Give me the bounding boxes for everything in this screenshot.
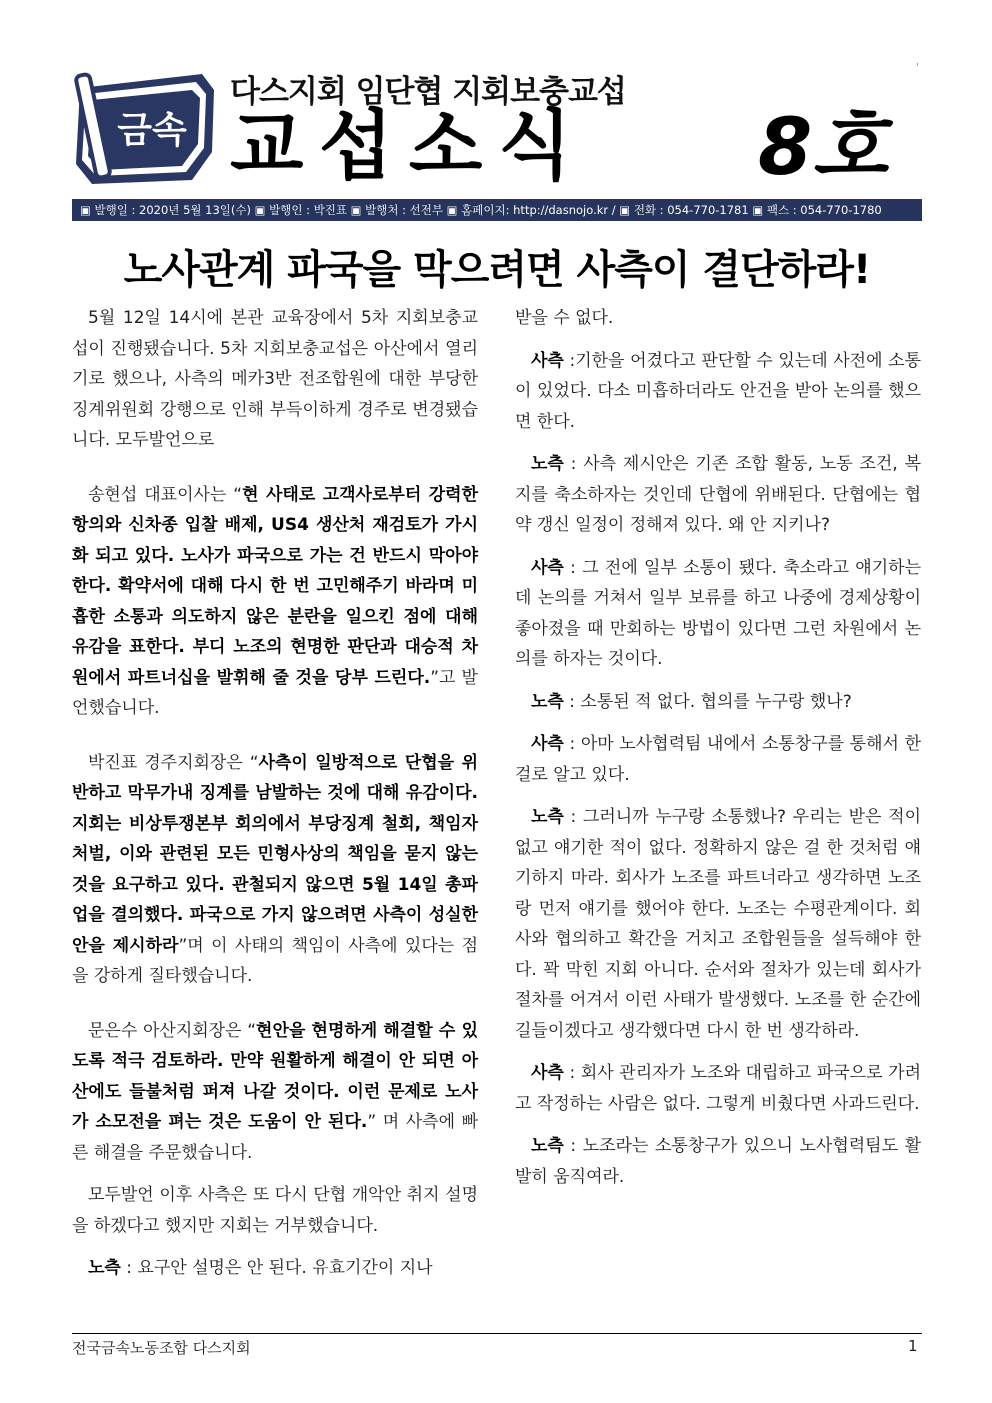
ceo-remarks-paragraph [72,480,478,724]
speaker-label: 사측 [531,1063,564,1083]
ceo-remarks-quote: 현 사태로 고객사로부터 강력한 항의와 신차종 입찰 배제, US4 생산처 재검토가 가시화 되고 있다. 노사가 파국으로 가는 건 반드시 막아야 한다. 확약서에 대해 다시 한 번 고민해주기 바라며 미흡한 소통과 의도하지 않은 분란을 일으킨 점에 대해 유감을 표한다. 부디 노조의 현명한 판단과 대승적 차원에서 파트너십을 발휘해 줄 것을 당부 드린다. [72,484,478,688]
footer-organization: 전국금속노동조합 다스지회 [72,1339,251,1357]
dialogue-text: : 요구안 설명은 안 된다. 유효기간이 지나 [120,1258,433,1278]
asan-chief-quote: 현안을 현명하게 해결할 수 있도록 적극 검토하라. 만약 원활하게 해결이 안 되면 아산에도 들불처럼 퍼져 나갈 것이다. 이런 문제로 노사가 소모전을 펴는 것은 도움이 안 된다. [72,1020,478,1132]
union-logo [72,68,222,188]
publication-info-bar: ▣ 발행일 : 2020년 5월 13일(수) ▣ 발행인 : 박진표 ▣ 발행처 : 선전부 ▣ 홈페이지: http://dasnojo.kr / ▣ 전화 : 054-770-1781 ▣ 팩스 : 054-770-1780 [72,199,922,221]
logo-text: 금속 [117,110,187,151]
dialogue-text: : 그 전에 일부 소통이 됐다. 축소라고 얘기하는데 논의를 거쳐서 일부 보류를 하고 나중에 경제상황이 좋아졌을 때 만회하는 방법이 있다면 그런 차원에서 논의를 하자는 것이다. [515,557,921,669]
newsletter-subtitle: 다스지회 임단협 지회보충교섭 [230,74,626,110]
intro-paragraph: 5월 12일 14시에 본관 교육장에서 5차 지회보충교섭이 진행됐습니다. 5차 지회보충교섭은 아산에서 열리기로 했으나, 사측의 메카3반 전조합원에 대한 부당한 징계위원회 강행으로 인해 부득이하게 경주로 변경됐습니다. 모두발언으로 [72,308,478,450]
dialogue-item [515,729,921,790]
issue-number: 8호 [758,103,888,193]
continued-text: 받을 수 없다. [515,308,614,328]
dialogue-item [72,1253,478,1284]
gyeongju-chief-paragraph [72,748,478,992]
headline: 노사관계 파국을 막으려면 사측이 결단하라! [123,247,871,293]
dialogue-text: : 노조라는 소통창구가 있으니 노사협력팀도 활발히 움직여라. [515,1136,921,1187]
dialogue-text: : 회사 관리자가 노조와 대립하고 파국으로 가려고 작정하는 사람은 없다. 그렇게 비췄다면 사과드린다. [515,1063,921,1114]
asan-chief-lead: 문은수 아산지회장은 “ [88,1020,257,1041]
dialogue-item [515,802,921,1046]
speaker-label: 노측 [88,1258,121,1278]
dialogue-text: : 아마 노사협력팀 내에서 소통창구를 통해서 한 걸로 알고 있다. [515,734,921,785]
dialogue-item [515,449,921,541]
speaker-label: 사측 [531,734,564,754]
asan-chief-tail: ” 며 사측에 빠른 해결을 주문했습니다. [72,1112,478,1163]
speaker-label: 노측 [531,691,564,712]
after-remarks-paragraph: 모두발언 이후 사측은 또 다시 단협 개악안 취지 설명을 하겠다고 했지만 지회는 거부했습니다. [72,1185,478,1236]
right-column [515,303,921,1192]
left-column [72,303,478,1284]
dialogue-item [515,687,921,718]
gyeongju-chief-quote: 사측이 일방적으로 단협을 위반하고 막무가내 징계를 남발하는 것에 대해 유감이다. 지회는 비상투쟁본부 회의에서 부당징계 철회, 책임자 처벌, 이와 관련된 모든 민형사상의 책임을 묻지 않는 것을 요구하고 있다. 관철되지 않으면 5월 14일 총파업을 결의했다. 파국으로 가지 않으려면 사측이 성실한 안을 제시하라 [72,752,478,956]
newsletter-title: 교섭소식 [230,101,588,190]
page-number: 1 [908,1337,918,1355]
dialogue-text: : 사측 제시안은 기존 조합 활동, 노동 조건, 복지를 축소하자는 것인데 단협에 위배된다. 단협에는 협약 갱신 일정이 정해져 있다. 왜 안 지키나? [515,454,921,535]
corner-mark: ' [916,62,919,73]
speaker-label: 사측 [531,350,564,371]
dialogue-item [515,346,921,438]
dialogue-text: : 소통된 적 없다. 협의를 누구랑 했나? [563,691,852,712]
speaker-label: 사측 [531,557,564,578]
dialogue-item [515,553,921,675]
dialogue-text: :기한을 어겼다고 판단할 수 있는데 사전에 소통이 있었다. 다소 미흡하더라도 안건을 받아 논의를 했으면 한다. [515,350,921,432]
gyeongju-chief-lead: 박진표 경주지회장은 “ [88,752,259,773]
speaker-label: 노측 [531,807,564,827]
dialogue-item [515,1131,921,1192]
ceo-remarks-lead: 송현섭 대표이사는 “ [88,484,243,505]
asan-chief-paragraph [72,1016,478,1169]
ceo-remarks-tail: ”고 발언했습니다. [72,667,478,718]
dialogue-item [515,1058,921,1119]
speaker-label: 노측 [531,1136,564,1156]
gyeongju-chief-tail: ”며 이 사태의 책임이 사측에 있다는 점을 강하게 질타했습니다. [72,935,478,986]
footer-divider [72,1333,922,1334]
dialogue-text: : 그러니까 누구랑 소통했나? 우리는 받은 적이 없고 얘기한 적이 없다. 정확하지 않은 걸 한 것처럼 얘기하지 마라. 회사가 노조를 파트너라고 생각하면 노조랑 먼저 얘기를 했어야 한다. 노조는 수평관계이다. 회사와 협의하고 확간을 거치고 조합원들을 설득해야 한다. 꽉 막힌 지회 아니다. 순서와 절차가 있는데 회사가 절차를 어겨서 이런 사태가 발생했다. 노조를 한 순간에 길들이겠다고 생각했다면 다시 한 번 생각하라. [515,807,921,1041]
speaker-label: 노측 [531,454,564,474]
